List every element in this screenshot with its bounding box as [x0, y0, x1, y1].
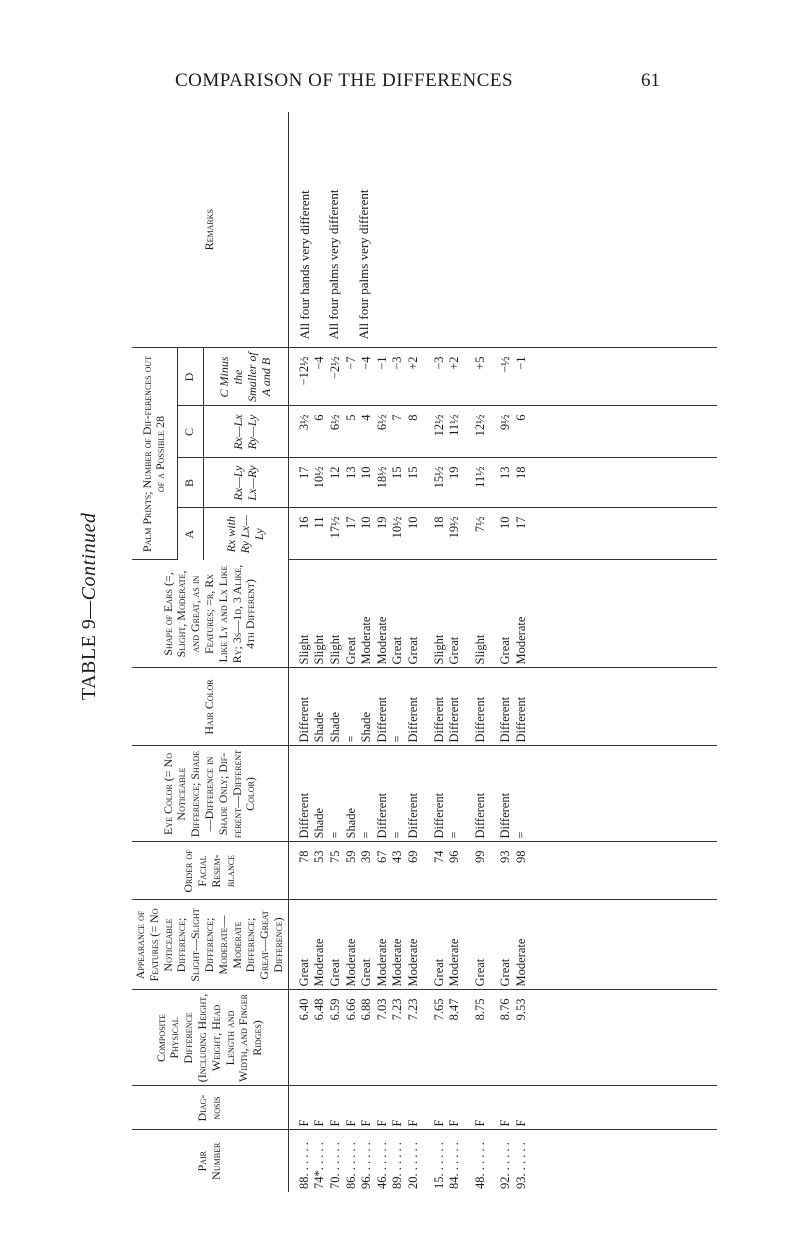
- order-cell: 99: [472, 850, 487, 863]
- eye-color-cell: Shade: [312, 807, 327, 839]
- order-cell: 78: [296, 850, 311, 863]
- palm-d-cell: −1: [513, 356, 528, 370]
- hair-color-cell: =: [343, 735, 358, 743]
- palm-c-cell: 6½: [327, 414, 342, 431]
- hair-color-cell: Different: [296, 696, 311, 743]
- palm-a-cell: 19: [374, 516, 389, 529]
- header-eye-color: Eye Color (= No Noticeable Difference; Shade—Difference in Shade Only; Dif-ferent—Different Color): [132, 746, 288, 842]
- diagnosis-cell: F: [343, 1119, 358, 1127]
- appearance-cell: Great: [472, 958, 487, 987]
- palm-a-cell: 10: [405, 516, 420, 529]
- hair-color-cell: Shade: [327, 711, 342, 743]
- palm-b-cell: 15: [405, 466, 420, 479]
- remark-3: All four palms very different: [355, 189, 371, 340]
- hair-color-cell: Shade: [312, 711, 327, 743]
- composite-cell: 8.76: [498, 998, 513, 1021]
- col-palm-a: [288, 508, 717, 560]
- palm-b-cell: 11½: [472, 466, 487, 488]
- header-palm-d: D: [177, 348, 203, 406]
- pair-number-cell: 89. . . . . .: [390, 1142, 405, 1189]
- order-cell: 39: [359, 850, 374, 863]
- composite-cell: 7.03: [374, 998, 389, 1021]
- palm-c-cell: 12½: [472, 414, 487, 437]
- hair-color-cell: =: [390, 735, 405, 743]
- palm-b-cell: 19: [447, 466, 462, 479]
- hair-color-cell: Different: [513, 696, 528, 743]
- pair-number-cell: 20. . . . . .: [405, 1142, 420, 1189]
- eye-color-cell: Different: [472, 792, 487, 839]
- col-order: [288, 842, 717, 900]
- pair-number-cell: 48. . . . . .: [472, 1142, 487, 1189]
- eye-color-cell: =: [447, 831, 462, 839]
- palm-a-cell: 10½: [390, 516, 405, 539]
- palm-d-cell: −2½: [327, 356, 342, 380]
- table-rotated: [132, 112, 672, 1192]
- palm-c-cell: 7: [390, 414, 405, 421]
- eye-color-cell: Different: [296, 792, 311, 839]
- appearance-cell: Great: [327, 958, 342, 987]
- palm-c-cell: 6½: [374, 414, 389, 431]
- diagnosis-cell: F: [327, 1119, 342, 1127]
- composite-cell: 9.53: [513, 998, 528, 1021]
- palm-b-cell: 13: [498, 466, 513, 479]
- pair-number-cell: 46. . . . . .: [374, 1142, 389, 1189]
- header-palm-a-sub: Rx with Ry Lx—Ly: [204, 508, 289, 560]
- running-head: [0, 70, 800, 92]
- pair-number-cell: 93. . . . . .: [513, 1142, 528, 1189]
- ears-cell: Great: [343, 636, 358, 665]
- hair-color-cell: Different: [472, 696, 487, 743]
- appearance-cell: Moderate: [513, 938, 528, 987]
- composite-cell: 6.40: [296, 998, 311, 1021]
- palm-c-cell: 9½: [498, 414, 513, 431]
- col-palm-b: [288, 458, 717, 508]
- order-cell: 98: [513, 850, 528, 863]
- palm-b-cell: 17: [296, 466, 311, 479]
- ears-cell: Moderate: [359, 616, 374, 665]
- composite-cell: 8.47: [447, 998, 462, 1021]
- palm-b-cell: 10: [359, 466, 374, 479]
- header-palm-prints: Palm Prints; Number of Dif-ferences out of a Possible 28: [132, 348, 177, 560]
- page-number: 61: [641, 70, 660, 91]
- eye-color-cell: Different: [498, 792, 513, 839]
- header-order: Order of Facial Resem-blance: [132, 842, 288, 900]
- ears-cell: Great: [447, 636, 462, 665]
- ears-cell: Moderate: [374, 616, 389, 665]
- palm-a-cell: 17: [513, 516, 528, 529]
- order-cell: 67: [374, 850, 389, 863]
- header-composite: Composite Physical Difference (Including Height, Weight, Head Length and Width, and Finger Ridges): [132, 990, 288, 1086]
- palm-c-cell: 12½: [431, 414, 446, 437]
- header-palm-a: A: [177, 508, 203, 560]
- palm-c-cell: 11½: [447, 414, 462, 436]
- palm-a-cell: 19½: [447, 516, 462, 539]
- palm-b-cell: 13: [343, 466, 358, 479]
- header-row: [132, 112, 177, 1192]
- hair-color-cell: Different: [447, 696, 462, 743]
- palm-d-cell: −3: [431, 356, 446, 370]
- ears-cell: Slight: [296, 634, 311, 665]
- diagnosis-cell: F: [390, 1119, 405, 1127]
- palm-b-cell: 18½: [374, 466, 389, 489]
- palm-a-cell: 11: [312, 516, 327, 529]
- header-palm-c-sub: Rx—Lx Ry—Ly: [204, 406, 289, 458]
- palm-a-cell: 17½: [327, 516, 342, 539]
- composite-cell: 7.65: [431, 998, 446, 1021]
- ears-cell: Slight: [472, 634, 487, 665]
- col-hair-color: [288, 668, 717, 746]
- order-cell: 59: [343, 850, 358, 863]
- header-hair-color: Hair Color: [132, 668, 288, 746]
- eye-color-cell: =: [327, 831, 342, 839]
- table-number: TABLE 9: [78, 618, 100, 700]
- palm-b-cell: 15½: [431, 466, 446, 489]
- composite-cell: 8.75: [472, 998, 487, 1021]
- col-appearance: [288, 900, 717, 990]
- ears-cell: Great: [390, 636, 405, 665]
- composite-cell: 6.59: [327, 998, 342, 1021]
- ears-cell: Great: [405, 636, 420, 665]
- eye-color-cell: Different: [431, 792, 446, 839]
- header-palm-c: C: [177, 406, 203, 458]
- order-cell: 75: [327, 850, 342, 863]
- ears-cell: Slight: [431, 634, 446, 665]
- palm-b-cell: 18: [513, 466, 528, 479]
- appearance-cell: Moderate: [374, 938, 389, 987]
- hair-color-cell: Different: [405, 696, 420, 743]
- diagnosis-cell: F: [498, 1119, 513, 1127]
- diagnosis-cell: F: [447, 1119, 462, 1127]
- comparison-table: [132, 112, 717, 1192]
- order-cell: 69: [405, 850, 420, 863]
- appearance-cell: Moderate: [447, 938, 462, 987]
- palm-c-cell: 4: [359, 414, 374, 421]
- order-cell: 93: [498, 850, 513, 863]
- appearance-cell: Moderate: [343, 938, 358, 987]
- composite-cell: 6.66: [343, 998, 358, 1021]
- composite-cell: 7.23: [390, 998, 405, 1021]
- eye-color-cell: Different: [405, 792, 420, 839]
- composite-cell: 6.88: [359, 998, 374, 1021]
- palm-c-cell: 5: [343, 414, 358, 421]
- header-palm-b-sub: Rx—Ly Lx—Ry: [204, 458, 289, 508]
- col-remarks: [288, 112, 717, 348]
- col-eye-color: [288, 746, 717, 842]
- diagnosis-cell: F: [405, 1119, 420, 1127]
- diagnosis-cell: F: [296, 1119, 311, 1127]
- diagnosis-cell: F: [431, 1119, 446, 1127]
- ears-cell: Great: [498, 636, 513, 665]
- col-composite: [288, 990, 717, 1086]
- palm-d-cell: −½: [498, 356, 513, 373]
- header-palm-b: B: [177, 458, 203, 508]
- palm-a-cell: 16: [296, 516, 311, 529]
- header-palm-d-sub: C Minus the Smaller of A and B: [204, 348, 289, 406]
- diagnosis-cell: F: [472, 1119, 487, 1127]
- pair-number-cell: 84. . . . . .: [447, 1142, 462, 1189]
- palm-c-cell: 6: [513, 414, 528, 421]
- eye-color-cell: Shade: [343, 807, 358, 839]
- header-diagnosis: Diag-nosis: [132, 1086, 288, 1130]
- palm-d-cell: −1: [374, 356, 389, 370]
- order-cell: 74: [431, 850, 446, 863]
- palm-d-cell: −12½: [296, 356, 311, 386]
- order-cell: 43: [390, 850, 405, 863]
- order-cell: 96: [447, 850, 462, 863]
- header-appearance: Appearance of Features (= No Noticeable Difference; Slight—Slight Difference; Moderate—Moderate Difference; Great—Great Difference): [132, 900, 288, 990]
- diagnosis-cell: F: [513, 1119, 528, 1127]
- header-pair: Pair Number: [132, 1130, 288, 1192]
- palm-b-cell: 12: [327, 466, 342, 479]
- palm-d-cell: +5: [472, 356, 487, 370]
- hair-color-cell: Different: [498, 696, 513, 743]
- palm-a-cell: 7½: [472, 516, 487, 533]
- remark-1: All four hands very different: [296, 190, 312, 340]
- palm-d-cell: −7: [343, 356, 358, 370]
- palm-d-cell: +2: [405, 356, 420, 370]
- col-ears: [288, 560, 717, 668]
- col-diagnosis: [288, 1086, 717, 1130]
- diagnosis-cell: F: [312, 1119, 327, 1127]
- pair-number-cell: 70. . . . . .: [327, 1142, 342, 1189]
- appearance-cell: Moderate: [312, 938, 327, 987]
- col-pair: [288, 1130, 717, 1192]
- ears-cell: Moderate: [513, 616, 528, 665]
- palm-d-cell: −3: [390, 356, 405, 370]
- palm-c-cell: 8: [405, 414, 420, 421]
- diagnosis-cell: F: [374, 1119, 389, 1127]
- palm-b-cell: 15: [390, 466, 405, 479]
- col-palm-d: [288, 348, 717, 406]
- table-caption: [78, 400, 118, 700]
- header-remarks: Remarks: [132, 112, 288, 348]
- pair-number-cell: 15. . . . . .: [431, 1142, 446, 1189]
- palm-a-cell: 10: [359, 516, 374, 529]
- palm-d-cell: +2: [447, 356, 462, 370]
- hair-color-cell: Different: [374, 696, 389, 743]
- eye-color-cell: =: [359, 831, 374, 839]
- remark-2: All four palms very different: [326, 189, 342, 340]
- appearance-cell: Great: [431, 958, 446, 987]
- eye-color-cell: Different: [374, 792, 389, 839]
- table-body: [288, 112, 717, 1192]
- hair-color-cell: Different: [431, 696, 446, 743]
- composite-cell: 6.48: [312, 998, 327, 1021]
- appearance-cell: Moderate: [390, 938, 405, 987]
- appearance-cell: Moderate: [405, 938, 420, 987]
- header-ears: Shape of Ears (=, Slight, Moderate, and Great, as in Features; =r, Rx Like Ly and Lx Like Ry; 3s—1d, 3 Alike, 4th Different): [132, 560, 288, 668]
- palm-a-cell: 10: [498, 516, 513, 529]
- palm-c-cell: 3½: [296, 414, 311, 431]
- hair-color-cell: Shade: [359, 711, 374, 743]
- palm-b-cell: 10½: [312, 466, 327, 489]
- composite-cell: 7.23: [405, 998, 420, 1021]
- palm-d-cell: −4: [359, 356, 374, 370]
- pair-number-cell: 88. . . . . .: [296, 1142, 311, 1189]
- ears-cell: Slight: [327, 634, 342, 665]
- palm-d-cell: −4: [312, 356, 327, 370]
- table-continued: —Continued: [78, 512, 100, 619]
- eye-color-cell: =: [390, 831, 405, 839]
- appearance-cell: Great: [296, 958, 311, 987]
- col-palm-c: [288, 406, 717, 458]
- diagnosis-cell: F: [359, 1119, 374, 1127]
- order-cell: 53: [312, 850, 327, 863]
- pair-number-cell: 92. . . . . .: [498, 1142, 513, 1189]
- palm-a-cell: 17: [343, 516, 358, 529]
- running-head-title: COMPARISON OF THE DIFFERENCES: [175, 70, 514, 91]
- palm-a-cell: 18: [431, 516, 446, 529]
- pair-number-cell: 96. . . . . .: [359, 1142, 374, 1189]
- pair-number-cell: 74*. . . . .: [312, 1142, 327, 1189]
- palm-c-cell: 6: [312, 414, 327, 421]
- pair-number-cell: 86. . . . . .: [343, 1142, 358, 1189]
- appearance-cell: Great: [498, 958, 513, 987]
- eye-color-cell: =: [513, 831, 528, 839]
- ears-cell: Slight: [312, 634, 327, 665]
- appearance-cell: Great: [359, 958, 374, 987]
